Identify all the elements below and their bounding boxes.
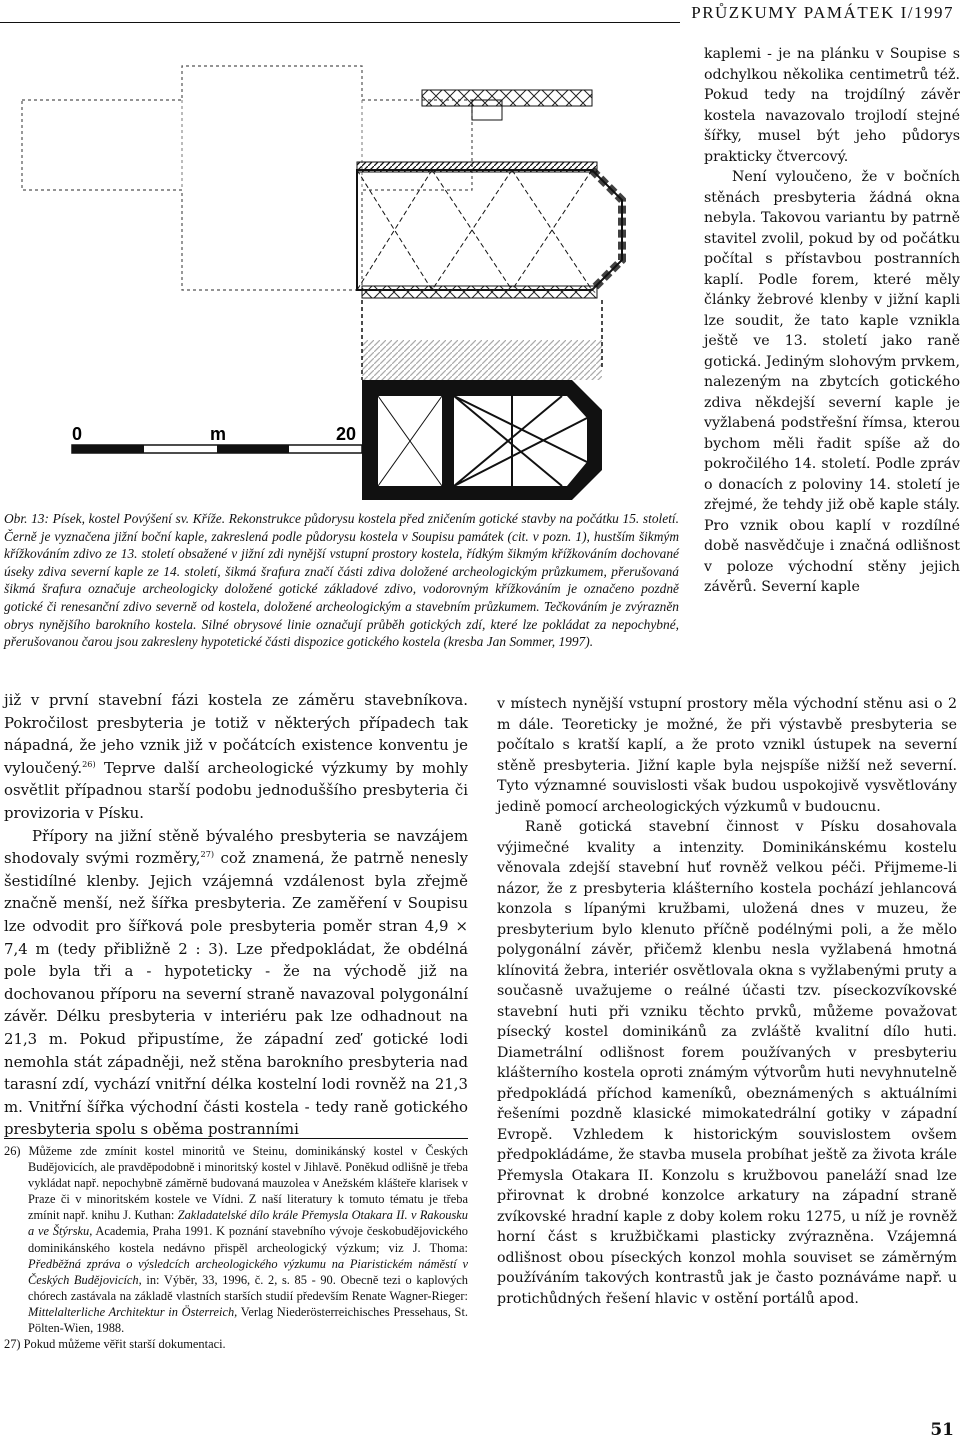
paragraph: Přípory na jižní stěně bývalého presbyteria se navzájem shodovaly svými rozměry,$^{27)}$ což znamená, že patrně nenesly šestidílné klenby. Jejich vzájemná vzdálenost byla zřejmě značně menší, než šířka presbyteria. Ze zaměření v Soupisu lze odvodit pro šířková pole presbyteria poměr stran 4,9 × 7,4 m (tedy přibližně 2 : 3). Lze předpokládat, že obdélná pole byla tři a - hypoteticky - že na východě již na dochovanou příporu na severní straně navazoval polygonální závěr. Délku presbyteria v interiéru pak lze odhadnout na 21,3 m. Pokud připustíme, že západní zeď gotické lodi nemohla stát západněji, než stěna barokního presbyteria nad tarasní zdí, vychází vnitřní délka kostelní lodi rovněž na 21,3 m. Vnitřní šířka východní části kostela - tedy raně gotického presbyteria spolu s oběma postranními bbox=[4, 826, 468, 1139]
paragraph: již v první stavební fázi kostela ze záměru stavebníkova. Pokročilost presbyteria je totiž v některých případech tak nápadná, že jeho vznik již v počátcích existence konventu je vyloučený.$^{26)}$ Teprve další archeologické výzkumy by mohly osvětlit případnou starší podobu jednoduššího presbyteria či provizoria v Písku. bbox=[4, 691, 468, 822]
scale-bar bbox=[72, 424, 362, 453]
footnote-ref: 27) bbox=[200, 849, 215, 860]
paragraph: Raně gotická stavební činnost v Písku dosahovala výjimečné kvality a intenzity. Dominikánskému kostelu věnovala zdejší stavební huť rovněž velkou péči. Přijmeme-li názor, že z presbyteria klášterního kostela pochází jehlancová konzola s lípanými kružbami, uložená dnes v muzeu, že presbyterium bylo klenuto příčně podélnými poli, a že mělo polygonální závěr, přičemž klenbu nesla vyžlabená hmotná klínovitá žebra, interiér osvětlovala okna s vyžlabenými pruty a současně uvažujeme o reálné účasti tzv. píseckozvíkovské stavební huti při vzniku těchto prvků, můžeme považovat písecký kostel dominikánů za zvláště kvalitní dílo huti. Diametrální odlišnost forem používaných v presbyteriu klášterního kostela oproti známým výtvorům huti nevyhnutelně předpokládá příchod kameníků, obeznámených s aktuálními řešeními pozdně klasické mimokatedrální gotiky v západní Evropě. Vzhledem k historickým souvislostem ovšem předpokládáme, že stavba musela probíhat ještě za života krále Přemysla Otakara II. Konzolu s kružbovou paneláží snad lze přirovnat k drobné konzolce arkatury na západní straně zvíkovské hradní kaple z doby kolem roku 1275, u níž je rovněž horní část s kružbičkami plasticky zvýrazněna. Vzájemná odlišnost obou píseckých konzol mohla souviset se záměrným používáním takových kontrastů jak je často poznáváme např. u protichůdných řešení hlavic v ostění portálů apod. bbox=[497, 819, 957, 1307]
header-rule bbox=[0, 22, 680, 23]
running-header: PRŮZKUMY PAMÁTEK I/1997 bbox=[691, 3, 954, 22]
scale-zero: 0 bbox=[72, 424, 83, 444]
baroque-nave-outline bbox=[22, 66, 472, 290]
presbytery bbox=[357, 162, 622, 298]
footnote-27: 27) Pokud můžeme věřit starší dokumentaci. bbox=[4, 1337, 226, 1352]
paragraph: kaplemi - je na plánku v Soupise s odchylkou několika centimetrů též. Pokud tedy na trojdílný závěr kostela navazovalo trojlodí stejné šířky, musel být jeho půdorys prakticky čtvercový. bbox=[704, 46, 960, 165]
footnote-26: 26) Můžeme zde zmínit kostel minoritů ve Steinu, dominikánský kostel v Českých Budějovicích, ale pravděpodobně i minoritský kostel v Jihlavě. Poněkud odlišně je třeba vykládat např. nepochybně záměrně budovaná mauzolea v Anežském klášteře klarisek v Praze či v minoritském kostele ve Vídni. Z naší literatury k tomuto tématu je třeba zmínit např. knihu J. Kuthan: Zakladatelské dílo krále Přemysla Otakara II. v Rakousku a ve Štýrsku, Academia, Praha 1991. K poznání stavebního vývoje českobudějovického dominikánského kostela nedávno přispěl archeologický výzkum; viz J. Thoma: Předběžná zpráva o výsledcích archeologického výzkumu na Piaristickém náměstí v Českých Budějovicích, in: Výběr, 33, 1996, č. 2, s. 85 - 90. Obecně tezi o kaplových chórech zastávala na základě vlastních starších studií především Renate Wagner-Rieger: Mittelalterliche Architektur in Österreich, Verlag Niederösterreichisches Pressehaus, St. Pölten-Wien, 1988. bbox=[4, 1144, 469, 1336]
south-chapel bbox=[362, 380, 602, 500]
church-floor-plan bbox=[2, 40, 680, 510]
left-column bbox=[4, 689, 468, 1141]
paragraph: v místech nynější vstupní prostory měla východní stěnu asi o 2 m dále. Teoreticky je možné, že při výstavbě presbyteria se počítalo s kratší kaplí, a že proto vznikl ústupek na severní stěně presbyteria. Jižní kaple byla nejspíše nižší než severní. Tyto významné souvislosti však budou uspokojivě vysvětlovány jedině pomocí archeologických výzkumů v budoucnu. bbox=[497, 696, 957, 815]
footnote-ref: 26) bbox=[82, 758, 96, 769]
page-number: 51 bbox=[930, 1420, 954, 1440]
north-wall-structure bbox=[422, 90, 592, 106]
scale-max: 20 bbox=[336, 424, 357, 444]
footnotes bbox=[4, 1143, 468, 1352]
right-column-bottom bbox=[497, 694, 957, 1309]
right-column-top bbox=[704, 44, 960, 598]
paragraph: Není vyloučeno, že v bočních stěnách presbyteria žádná okna nebyla. Takovou variantu by patrně stavitel zvolil, pokud by od počátku počítal s přístavbou postranních kaplí. Podle forem, které měly články žebrové klenby v jižní kapli lze soudit, že tato kaple vznikla ještě ve 13. století jako raně gotická. Jediným slohovým prvkem, nalezeným na zbytcích gotického zdiva někdejší severní kaple je vyžlabená podstřešní římsa, kterou bychom měli řadit spíše až do pokročilého 14. století. Podle zpráv o donacích z poloviny 14. století je zřejmé, že tehdy již obě kaple stály. Pro vznik obou kaplí v rozdílné době nasvědčuje i značná odlišnost v poloze východní stěny jejich závěrů. Severní kaple bbox=[704, 169, 960, 595]
figure-caption: Obr. 13: Písek, kostel Povýšení sv. Kříže. Rekonstrukce půdorysu kostela před zničením gotické stavby na počátku 15. století. Černě je vyznačena jižní boční kaple, zakreslená podle půdorysu kostela v Soupisu památek (cit. v pozn. 1), hustším šikmým křížkováním zdivo ze 13. století obsažené v jižní zdi nynější vstupní prostory kostela, řídkým šikmým křížkováním dochované úseky zdiva severní kaple ze 14. století, šikmá šrafura značí části zdiva doložené archeologickým průzkumem, přerušovaná šikmá šrafura označuje archeologicky doložené gotické základové zdivo, vodorovným křížkováním je označeno pozdně gotické či renesanční zdivo severně od kostela, doložené archeologickým a stavebním průzkumem. Tečkováním je zvýrazněn obrys nynějšího barokního kostela. Silné obrysové linie označují průběh gotických zdí, které lze pokládat za nepochybné, přerušovanou čarou jsou zakresleny hypotetické části dispozice gotického kostela (kresba Jan Sommer, 1997). bbox=[4, 511, 679, 650]
footnote-rule bbox=[4, 1138, 468, 1139]
nave-inner-line bbox=[182, 100, 362, 190]
scale-unit: m bbox=[210, 424, 227, 444]
